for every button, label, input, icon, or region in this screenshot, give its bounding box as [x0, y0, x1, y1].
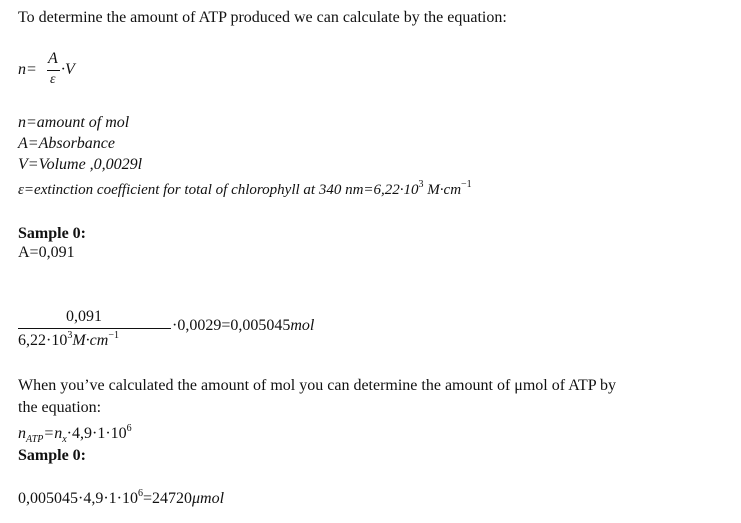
definition-epsilon-unit: M·cm [423, 182, 462, 198]
intro-text: To determine the amount of ATP produced we can calculate by the equation: [18, 9, 507, 26]
atp-eq-equals-nx: =n [43, 425, 63, 442]
formula-lhs: n= [18, 61, 37, 78]
atp-eq-n: n [18, 425, 26, 442]
sample0-calculation [18, 305, 418, 355]
definition-epsilon [18, 180, 472, 202]
definition-epsilon-unit-exponent: −1 [461, 179, 472, 190]
final-calc-unit: μmol [192, 490, 225, 507]
formula-rhs: ·V [61, 61, 75, 78]
final-calc-result: =24720 [142, 490, 193, 507]
final-calc-text: 0,005045·4,9·1·10 [18, 490, 138, 507]
atp-eq-factors: ·4,9·1·10 [66, 425, 127, 442]
calc-result [172, 317, 314, 335]
atp-equation [18, 424, 132, 446]
definition-v [18, 155, 142, 175]
definition-n [18, 113, 129, 133]
final-calculation [18, 489, 224, 511]
calc-numerator: 0,091 [66, 308, 102, 325]
definition-v-text: V=Volume ,0,0029l [18, 156, 143, 173]
calc-den-unit: M·cm [72, 332, 109, 349]
atp-eq-exponent: 6 [126, 423, 132, 434]
definition-n-text: n=amount of mol [18, 114, 130, 131]
definition-a [18, 134, 115, 154]
formula-numerator: A [48, 50, 58, 67]
calc-den-base: 6,22·10 [18, 332, 68, 349]
formula-denominator: ε [50, 72, 56, 87]
calc-den-exponent: 3 [67, 330, 73, 341]
paragraph2-line2: the equation: [18, 399, 102, 416]
sample0-heading-2-text: Sample 0: [18, 447, 86, 464]
formula-fraction-bar [47, 70, 60, 71]
calc-result-unit: mol [290, 317, 315, 334]
sample0-heading-text: Sample 0: [18, 225, 86, 242]
definition-epsilon-exponent: 3 [418, 179, 424, 190]
calc-den-unit-exponent: −1 [108, 330, 119, 341]
final-calc-exponent: 6 [137, 488, 143, 499]
calc-fraction-bar [18, 328, 171, 329]
definition-a-text: A=Absorbance [18, 135, 115, 152]
atp-eq-subscript: ATP [26, 434, 44, 445]
sample0-heading-2 [18, 446, 86, 466]
paragraph2-line1: When you’ve calculated the amount of mol you can determine the amount of μmol of ATP by [18, 377, 617, 394]
atp-eq-subscript-x: x [62, 434, 67, 445]
definition-epsilon-text: ε=extinction coefficient for total of chlorophyll at 340 nm=6,22·10 [18, 182, 419, 198]
sample0-heading [18, 224, 86, 244]
calc-denominator [18, 332, 119, 350]
calc-result-value: ·0,0029=0,005045 [172, 317, 291, 334]
sample0-absorbance: A=0,091 [18, 244, 75, 261]
